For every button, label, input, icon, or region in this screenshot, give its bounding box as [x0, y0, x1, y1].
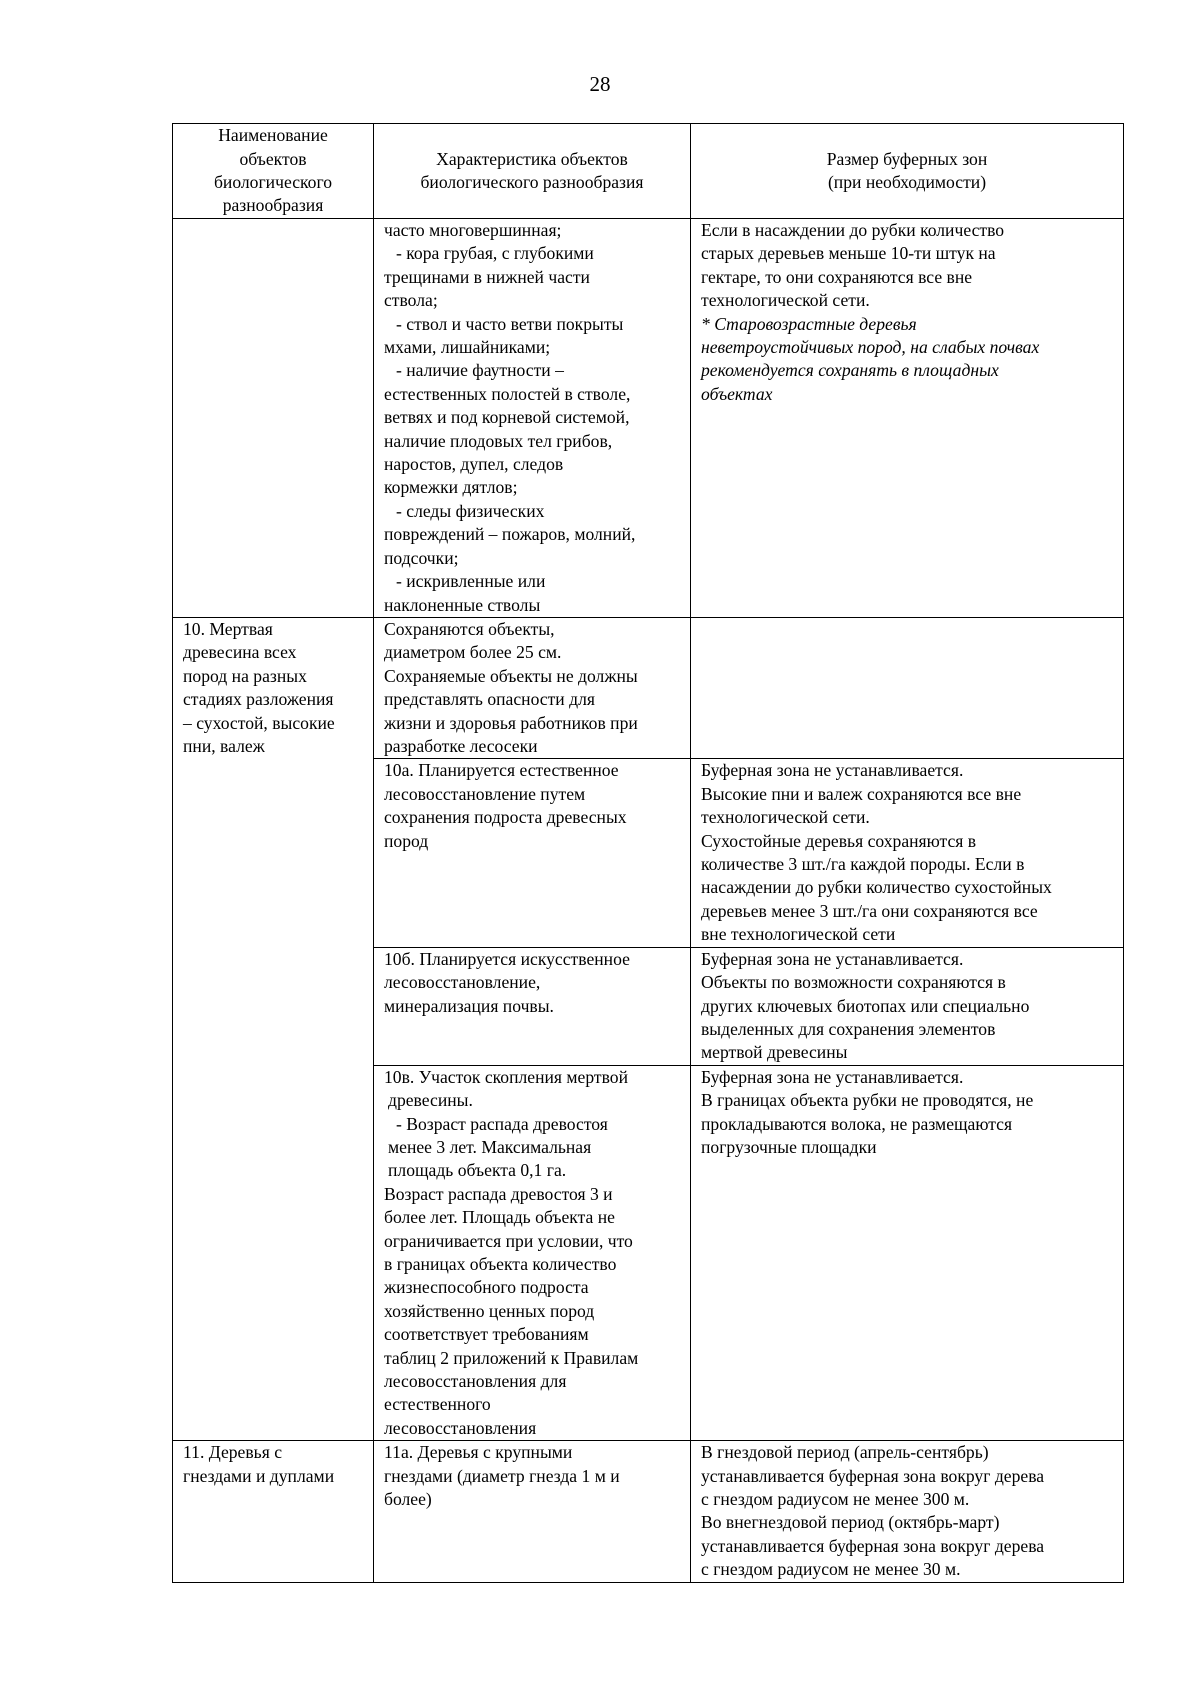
- text-line: хозяйственно ценных пород: [384, 1300, 595, 1321]
- text-line: лесовосстановление путем: [384, 783, 586, 804]
- text-line: 11а. Деревья с крупными: [384, 1442, 573, 1463]
- text-line: Размер буферных зон: [826, 148, 988, 169]
- text-line: с гнездом радиусом не менее 300 м.: [701, 1489, 970, 1510]
- buffer-zone-cell: [691, 947, 1124, 1065]
- header-name-cell: [173, 124, 374, 219]
- text-line: повреждений – пожаров, молний,: [384, 524, 636, 545]
- text-line: технологической сети.: [701, 290, 870, 311]
- buffer-zone-note: [701, 313, 1115, 407]
- text-line: вне технологической сети: [701, 924, 896, 945]
- text-line: мертвой древесины: [701, 1042, 848, 1063]
- text-line: площадь объекта 0,1 га.: [388, 1160, 567, 1181]
- text-line: менее 3 лет. Максимальная: [388, 1136, 592, 1157]
- table-row-11: [173, 1441, 1124, 1582]
- text-line: количестве 3 шт./га каждой породы. Если в: [701, 854, 1025, 875]
- text-line: таблиц 2 приложений к Правилам: [384, 1347, 639, 1368]
- text-line: погрузочные площадки: [701, 1136, 877, 1157]
- text-line: - искривленные или: [396, 571, 546, 592]
- text-line: диаметром более 25 см.: [384, 642, 562, 663]
- text-line: разработке лесосеки: [384, 736, 538, 757]
- text-line: - следы физических: [396, 500, 545, 521]
- text-line: пни, валеж: [183, 736, 265, 757]
- text-line: объектах: [701, 383, 773, 404]
- text-line: ветвях и под корневой системой,: [384, 407, 630, 428]
- text-line: жизни и здоровья работников при: [384, 712, 638, 733]
- text-line: Сухостойные деревья сохраняются в: [701, 830, 977, 851]
- name-cell-11: [173, 1441, 374, 1582]
- text-line: - Возраст распада древостоя: [396, 1113, 608, 1134]
- biodiversity-table: [172, 123, 1124, 1583]
- characteristics-cell: [374, 947, 691, 1065]
- text-line: 11. Деревья с: [183, 1442, 282, 1463]
- text-line: ствола;: [384, 290, 438, 311]
- buffer-zone-cell: [691, 618, 1124, 759]
- characteristics-cell: [374, 219, 691, 618]
- text-line: с гнездом радиусом не менее 30 м.: [701, 1559, 961, 1580]
- text-line: устанавливается буферная зона вокруг дерева: [701, 1465, 1045, 1486]
- text-line: гектаре, то они сохраняются все вне: [701, 266, 973, 287]
- text-line: естественных полостей в стволе,: [384, 383, 631, 404]
- text-line: (при необходимости): [827, 172, 987, 192]
- text-line: наличие плодовых тел грибов,: [384, 430, 613, 451]
- text-line: 10а. Планируется естественное: [384, 760, 619, 781]
- text-line: - ствол и часто ветви покрыты: [396, 313, 624, 334]
- text-line: наростов, дупел, следов: [384, 454, 564, 475]
- text-line: В границах объекта рубки не проводятся, не: [701, 1090, 1034, 1111]
- text-line: рекомендуется сохранять в площадных: [701, 360, 999, 381]
- header-characteristics-cell: [374, 124, 691, 219]
- text-line: биологического разнообразия: [420, 172, 644, 192]
- text-line: Высокие пни и валеж сохраняются все вне: [701, 783, 1022, 804]
- text-line: ограничивается при условии, что: [384, 1230, 633, 1251]
- text-line: неветроустойчивых пород, на слабых почвах: [701, 337, 1040, 358]
- table-row: [173, 219, 1124, 618]
- text-line: устанавливается буферная зона вокруг дерева: [701, 1535, 1045, 1556]
- table-header-row: [173, 124, 1124, 219]
- characteristics-case-a: [384, 1113, 682, 1183]
- text-line: трещинами в нижней части: [384, 266, 590, 287]
- characteristics-cell: [374, 1441, 691, 1582]
- characteristics-cell: [374, 1065, 691, 1441]
- text-line: гнездами (диаметр гнезда 1 м и: [384, 1465, 620, 1486]
- text-line: в границах объекта количество: [384, 1253, 617, 1274]
- characteristics-cell: [374, 618, 691, 759]
- text-line: минерализация почвы.: [384, 995, 554, 1016]
- table-row-10: [173, 618, 1124, 759]
- text-line: 10б. Планируется искусственное: [384, 948, 630, 969]
- buffer-zone-cell: [691, 1065, 1124, 1441]
- text-line: - наличие фаутности –: [396, 360, 564, 381]
- text-line: соответствует требованиям: [384, 1324, 589, 1345]
- text-line: Буферная зона не устанавливается.: [701, 948, 964, 969]
- page-number: 28: [589, 72, 611, 96]
- text-line: лесовосстановления для: [384, 1371, 567, 1391]
- text-line: В гнездовой период (апрель-сентябрь): [701, 1442, 989, 1463]
- text-line: * Старовозрастные деревья: [701, 313, 917, 334]
- text-line: Наименование: [218, 125, 328, 146]
- text-line: пород: [384, 830, 429, 851]
- text-line: Буферная зона не устанавливается.: [701, 760, 964, 781]
- buffer-zone-cell: [691, 1441, 1124, 1582]
- text-line: более): [384, 1489, 432, 1510]
- text-line: других ключевых биотопах или специально: [701, 995, 1030, 1016]
- text-line: прокладываются волока, не размещаются: [701, 1113, 1013, 1134]
- text-line: древесины.: [388, 1090, 473, 1111]
- text-line: деревьев менее 3 шт./га они сохраняются все: [701, 900, 1038, 921]
- text-line: жизнеспособного подроста: [384, 1277, 589, 1298]
- text-line: Сохраняемые объекты не должны: [384, 665, 638, 686]
- characteristics-cell: [374, 759, 691, 947]
- text-line: мхами, лишайниками;: [384, 337, 551, 358]
- text-line: объектов: [239, 148, 307, 169]
- text-line: 10в. Участок скопления мертвой: [384, 1066, 629, 1087]
- text-line: лесовосстановление,: [384, 972, 541, 993]
- buffer-zone-cell: [691, 219, 1124, 618]
- text-line: 10. Мертвая: [183, 619, 273, 639]
- text-line: гнездами и дуплами: [183, 1465, 335, 1486]
- text-line: представлять опасности для: [384, 689, 595, 710]
- text-line: Объекты по возможности сохраняются в: [701, 972, 1006, 993]
- text-line: выделенных для сохранения элементов: [701, 1018, 996, 1039]
- text-line: - кора грубая, с глубокими: [396, 243, 594, 264]
- text-line: разнообразия: [222, 195, 324, 216]
- buffer-zone-cell: [691, 759, 1124, 947]
- text-line: пород на разных: [183, 665, 307, 686]
- text-line: Если в насаждении до рубки количество: [701, 220, 1005, 240]
- text-line: Возраст распада древостоя 3 и: [384, 1183, 613, 1204]
- text-line: сохранения подроста древесных: [384, 807, 627, 828]
- buffer-zone-text: [701, 219, 1115, 313]
- name-cell-10: [173, 618, 374, 1441]
- header-buffer-cell: [691, 124, 1124, 219]
- text-line: естественного: [384, 1394, 491, 1415]
- text-line: стадиях разложения: [183, 689, 334, 710]
- text-line: технологической сети.: [701, 807, 870, 828]
- text-line: более лет. Площадь объекта не: [384, 1207, 615, 1228]
- text-line: – сухостой, высокие: [183, 712, 335, 733]
- text-line: биологического: [213, 172, 333, 192]
- text-line: древесина всех: [183, 642, 297, 663]
- text-line: насаждении до рубки количество сухостойных: [701, 877, 1052, 898]
- characteristics-title: [384, 1066, 682, 1113]
- text-line: наклоненные стволы: [384, 594, 541, 615]
- text-line: Буферная зона не устанавливается.: [701, 1066, 964, 1087]
- text-line: старых деревьев меньше 10-ти штук на: [701, 243, 996, 264]
- text-line: Характеристика объектов: [436, 148, 628, 169]
- text-line: подсочки;: [384, 547, 459, 568]
- name-cell: [173, 219, 374, 618]
- text-line: Во внегнездовой период (октябрь-март): [701, 1512, 1000, 1533]
- text-line: кормежки дятлов;: [384, 477, 518, 498]
- characteristics-case-b: [384, 1183, 682, 1440]
- text-line: часто многовершинная;: [384, 220, 562, 240]
- text-line: лесовосстановления: [384, 1417, 537, 1438]
- text-line: Сохраняются объекты,: [384, 619, 555, 639]
